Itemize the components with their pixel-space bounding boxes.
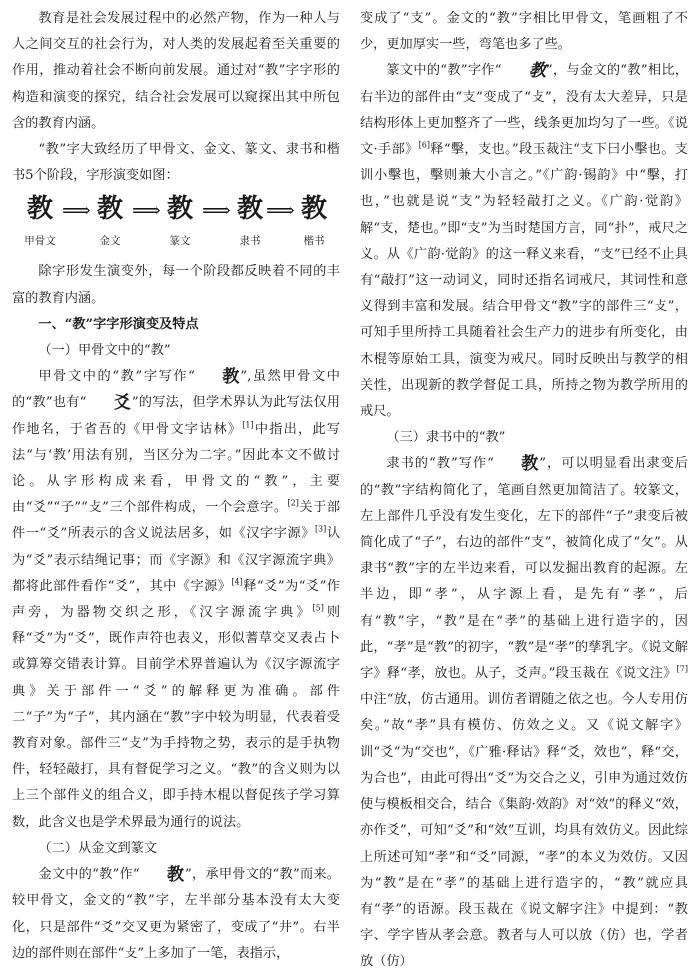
arrow-icon: ⟹ [132, 198, 161, 223]
stage-oracle [14, 191, 66, 249]
arrow-icon: ⟹ [202, 198, 231, 223]
text-run: 释“爻”为“爻”作声旁，为器物交织之形，《汉字源流字典》 [12, 578, 340, 621]
clerical-glyph: 教 [521, 454, 539, 475]
oracle-paragraph [12, 364, 340, 836]
seal-glyph: 教 [528, 61, 545, 82]
clerical-paragraph [360, 451, 688, 975]
subsection-heading-oracle: （一）甲骨文中的“教” [38, 343, 171, 359]
stage-label: 隶书 [239, 235, 261, 248]
arrow-icon: ⟹ [62, 198, 91, 223]
seal-paragraph [360, 58, 688, 425]
oracle-variant-glyph: 爻 [113, 393, 131, 414]
content-paragraph: 除字形发生演变外，每一个阶段都反映着不同的丰富的教育内涵。 [12, 264, 340, 306]
subsection-heading-bronze-seal: （二）从金文到篆文 [38, 840, 158, 856]
stage-bronze [84, 191, 136, 249]
footnote-ref: [4] [231, 577, 243, 587]
text-run: ”，可以明显看出隶变后的“教”字结构简化了，笔画自然更加简洁了。较篆文，左上部件几乎没有发生变化，左下的部件“子”隶变后被简化成了“子”，右边的部件“支”，被简化成了“攵”。从隶书“教”字的左半边来看，可以发掘出教育的起源。左半边，即“孝”，从字源上看，是先有“孝”，后有“教”字，“教”是在“孝”的基础上进行造字的，因此，“孝”是“教”的初字，“教”是“孝”的孳乳字。《说文解字》释“孝，放也。从子，爻声。”段玉裁在《说文注》 [360, 456, 688, 682]
stage-label: 篆文 [169, 235, 191, 248]
text-run: 中注“放，仿古通用。训仿者谓随之依之也。今人专用仿矣。”故“孝”具有模仿、仿效之义。又《说文解字》训“爻”为“交也”，《广雅·释诂》释“爻，效也”，释“交，为合也”，由此可得出“爻”为交合之义，引申为通过效仿使与模板相交合，结合《集韵·效韵》对“效”的释义“效，亦作爻”，可知“爻”和“效”互训，均具有效仿义。因此综上所述可知“孝”和“爻”同源，“孝”的本义为效仿。又因为“教”是在“孝”的基础上进行造字的，“教”就应具有“孝”的语源。段玉裁在《说文解字注》中提到：“教字、学字皆从孝会意。教者与人可以放（仿）也，学者放（仿） [360, 692, 688, 970]
footnote-ref: [7] [676, 664, 688, 674]
continued-paragraph: 变成了“支”。金文的“教”字相比甲骨文，笔画粗了不少，更加厚实一些，弯笔也多了些。 [360, 11, 688, 53]
right-column [360, 6, 688, 976]
text-run: 则释“爻”为“爻”，既作声符也表义，形似蓍草交叉表占卜或算筹交错表计算。目前学术界普遍认为《汉字源流字典》关于部件一“爻”的解释更为准确。部件二“子”为“子”，其内涵在“教”字中较为明显，代表着受教育对象。部件三“攴”为手持物之势，表示的是手执物件，轻轻敲打，具有督促学习之义。“教”的含义则为以上三个部件义的组合义，即手持木棍以督促孩子学习算数，此含义也是学术界最为通行的说法。 [12, 605, 341, 830]
stage-glyph: 教 [26, 194, 53, 225]
text-run: ”,虽然甲骨文中的“教”也有“ [12, 369, 340, 411]
section-heading: 一、“教”字字形演变及特点 [38, 316, 199, 332]
text-run: 隶书的“教”写作“ [386, 456, 494, 472]
text-run: 篆文中的“教”字作“ [386, 63, 502, 79]
stage-glyph: 教 [300, 194, 327, 225]
stage-label: 楷书 [303, 235, 325, 248]
stage-label: 甲骨文 [24, 235, 56, 248]
text-run: 中指出，此写法“与‘教’用法有别，当区分为二字。”因此本文不做讨论。从字形构成来看，甲骨文的“教”，主要由“爻”“子”“攴”三个部件构成，一个会意字。 [12, 421, 341, 516]
text-run: 认为“爻”表示结绳记事；而《字源》和《汉字源流字典》都将此部件看作“爻”，其中《字源》 [12, 526, 341, 594]
bronze-glyph: 教 [167, 865, 185, 886]
stage-label: 金文 [99, 235, 121, 248]
subsection-heading-clerical: （三）隶书中的“教” [386, 430, 506, 446]
footnote-ref: [1] [242, 420, 254, 430]
intro-paragraph: 教育是社会发展过程中的必然产物，作为一种人与人之间交互的社会行为，对人类的发展起着至关重要的作用，推动着社会不断向前发展。通过对“教”字字形的构造和演变的探究，结合社会发展可以窥探出其中所包含的教育内涵。 [12, 11, 340, 131]
arrow-icon: ⟹ [266, 198, 295, 223]
stages-paragraph: “教”字大致经历了甲骨文、金文、篆文、隶书和楷书5个阶段，字形演变如图： [12, 142, 340, 184]
text-run: 金文中的“教”作“ [38, 867, 140, 883]
text-run: 释“擊，支也。”段玉裁注“支下曰小擊也。支训小擊也，擊则兼大小言之。”《广韵·锡韵》中“擊，打也，”也就是说“支”为轻轻敲打之义。《广韵·觉韵》解“支，楚也。”即“支”为当时楚国方言，同“扑”，戒尺之义。从《广韵·觉韵》的这一释义来看，“支”已经不止具有“敲打”这一动词义，同时还指名词戒尺，其词性和意义得到丰富和发展。结合甲骨文“教”字的部件三“攴”，可知手里所持工具随着社会生产力的进步有所变化，由木棍等原始工具，演变为戒尺。同时反映出与教学的相关性，出现新的教学督促工具，所持之物为教学所用的戒尺。 [360, 142, 688, 420]
stage-seal [154, 191, 206, 249]
text-run: 甲骨文中的“教”字写作“ [38, 369, 195, 385]
stage-glyph: 教 [166, 194, 193, 225]
footnote-ref: [6] [418, 140, 430, 150]
stage-glyph: 教 [236, 194, 263, 225]
stage-regular [288, 191, 340, 249]
stage-glyph: 教 [96, 194, 123, 225]
character-evolution-figure [12, 191, 340, 257]
text-run: ”的写法，但学术界认为此写法仅用作地名，于省吾的《甲骨文字诂林》 [12, 395, 340, 437]
footnote-ref: [3] [314, 525, 327, 535]
oracle-glyph: 教 [222, 367, 240, 388]
text-run: ”，与金文的“教”相比，右半边的部件由“支”变成了“攴”，没有太大差异，只是结构形体上更加整齐了一些，线条更加均匀了一些。《说文·手部》 [360, 63, 688, 158]
left-column [12, 6, 340, 967]
bronze-paragraph [12, 862, 340, 967]
text-run: 关于部件一“爻”所表示的含义说法居多，如《汉字字源》 [12, 500, 341, 542]
footnote-ref: [2] [287, 498, 299, 508]
text-run: ”，承甲骨文的“教”而来。较甲骨文，金文的“教”字，左半部分基本没有太大变化，只是部件“爻”交叉更为紧密了，变成了“井”。右半边的部件则在部件“攴”上多加了一笔，表指示， [12, 867, 340, 961]
footnote-ref: [5] [312, 603, 324, 613]
